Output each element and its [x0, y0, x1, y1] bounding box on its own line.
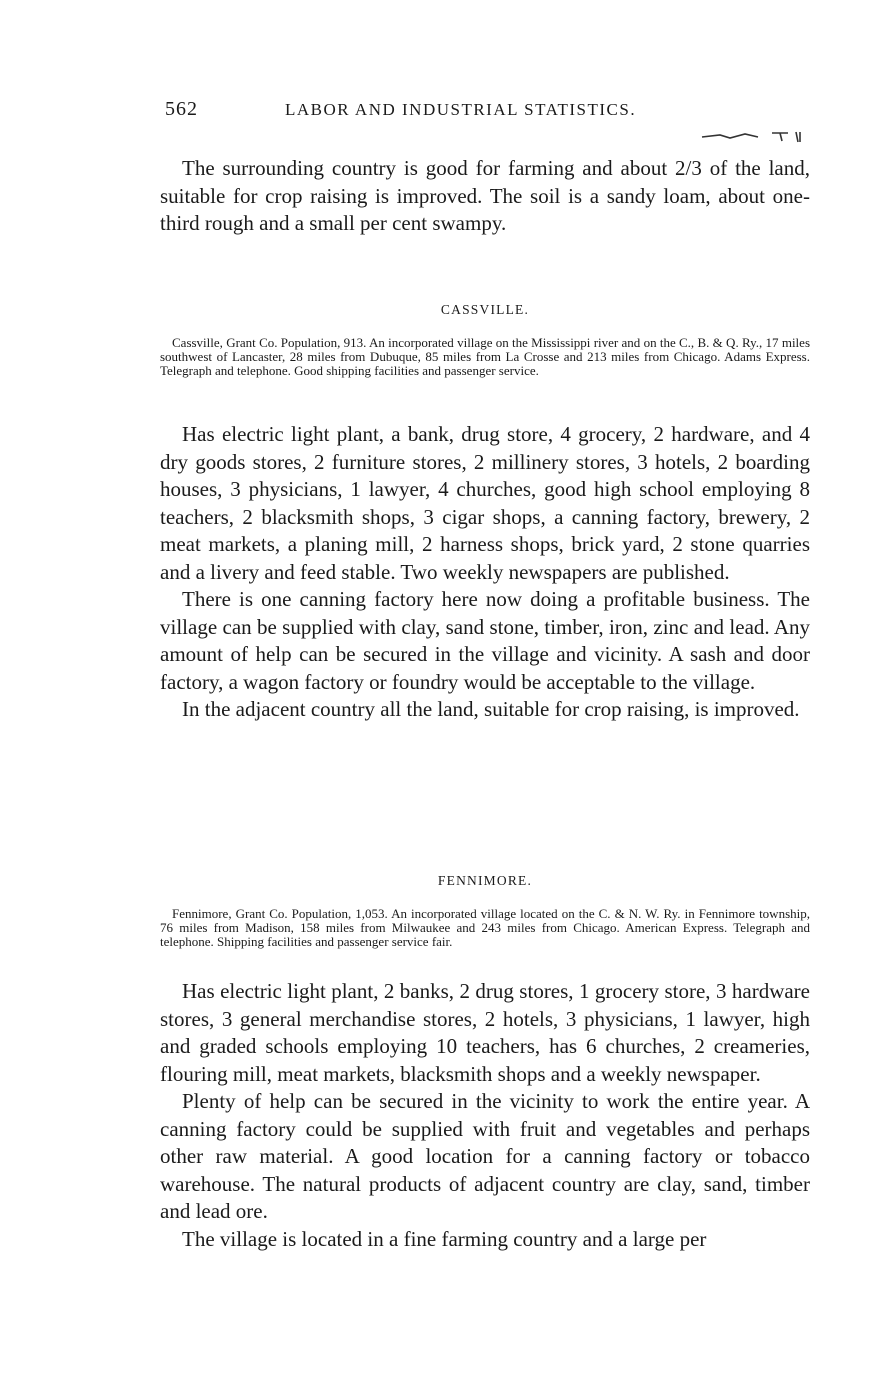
intro-text: The surrounding country is good for farming and about 2/3 of the land, suitable for crop raising is improved. The soil is a sandy loam, about one-third rough and a small per cent swampy. — [160, 156, 810, 235]
cassville-paragraph: In the adjacent country all the land, suitable for crop raising, is improved. — [182, 697, 800, 721]
cassville-body — [160, 421, 810, 724]
fennimore-info: Fennimore, Grant Co. Population, 1,053. An incorporated village located on the C. & N. W. Ry. in Fennimore township, 76 miles from Madison, 158 miles from Milwaukee and 243 miles from Chicago. American Express. Telegraph and telephone. Shipping facilities and passenger service fair. — [160, 906, 810, 949]
cassville-info: Cassville, Grant Co. Population, 913. An incorporated village on the Mississippi river and on the C., B. & Q. Ry., 17 miles southwest of Lancaster, 28 miles from Dubuque, 85 miles from La Crosse and 213 miles from Chicago. Adams Express. Telegraph and telephone. Good shipping facilities and passenger service. — [160, 335, 810, 378]
page-header — [165, 98, 815, 128]
section-heading-cassville: CASSVILLE. — [440, 302, 530, 317]
cassville-paragraph: Has electric light plant, a bank, drug store, 4 grocery, 2 hardware, and 4 dry goods stores, 2 furniture stores, 2 millinery stores, 3 hotels, 2 boarding houses, 3 physicians, 1 lawyer, 4 churches, good high school employing 8 teachers, 2 blacksmith shops, 3 cigar shops, a canning factory, brewery, 2 meat markets, a planing mill, 2 harness shops, brick yard, 2 stone quarries and a livery and feed stable. Two weekly newspapers are published. — [160, 422, 810, 584]
stamp-mark — [700, 128, 810, 144]
fennimore-paragraph: Plenty of help can be secured in the vicinity to work the entire year. A canning factory could be supplied with fruit and vegetables and perhaps other raw material. A good location for a canning factory or tobacco warehouse. The natural products of adjacent country are clay, sand, timber and lead ore. — [160, 1089, 810, 1223]
fennimore-paragraph: Has electric light plant, 2 banks, 2 drug stores, 1 grocery store, 3 hardware stores, 3 general merchandise stores, 2 hotels, 3 physicians, 1 lawyer, high and graded schools employing 10 teachers, has 6 churches, 2 creameries, flouring mill, meat markets, blacksmith shops and a weekly newspaper. — [160, 979, 810, 1086]
section-heading-fennimore: FENNIMORE. — [437, 873, 533, 888]
fennimore-body — [160, 978, 810, 1253]
intro-paragraph — [160, 155, 810, 238]
fennimore-paragraph: The village is located in a fine farming country and a large per — [182, 1226, 707, 1251]
running-head: LABOR AND INDUSTRIAL STATISTICS. — [285, 100, 637, 119]
cassville-paragraph: There is one canning factory here now doing a profitable business. The village can be supplied with clay, sand stone, timber, iron, zinc and lead. Any amount of help can be secured in the village and vicinity. A sash and door factory, a wagon factory or foundry would be acceptable to the village. — [160, 587, 810, 694]
page-number: 562 — [165, 98, 198, 120]
